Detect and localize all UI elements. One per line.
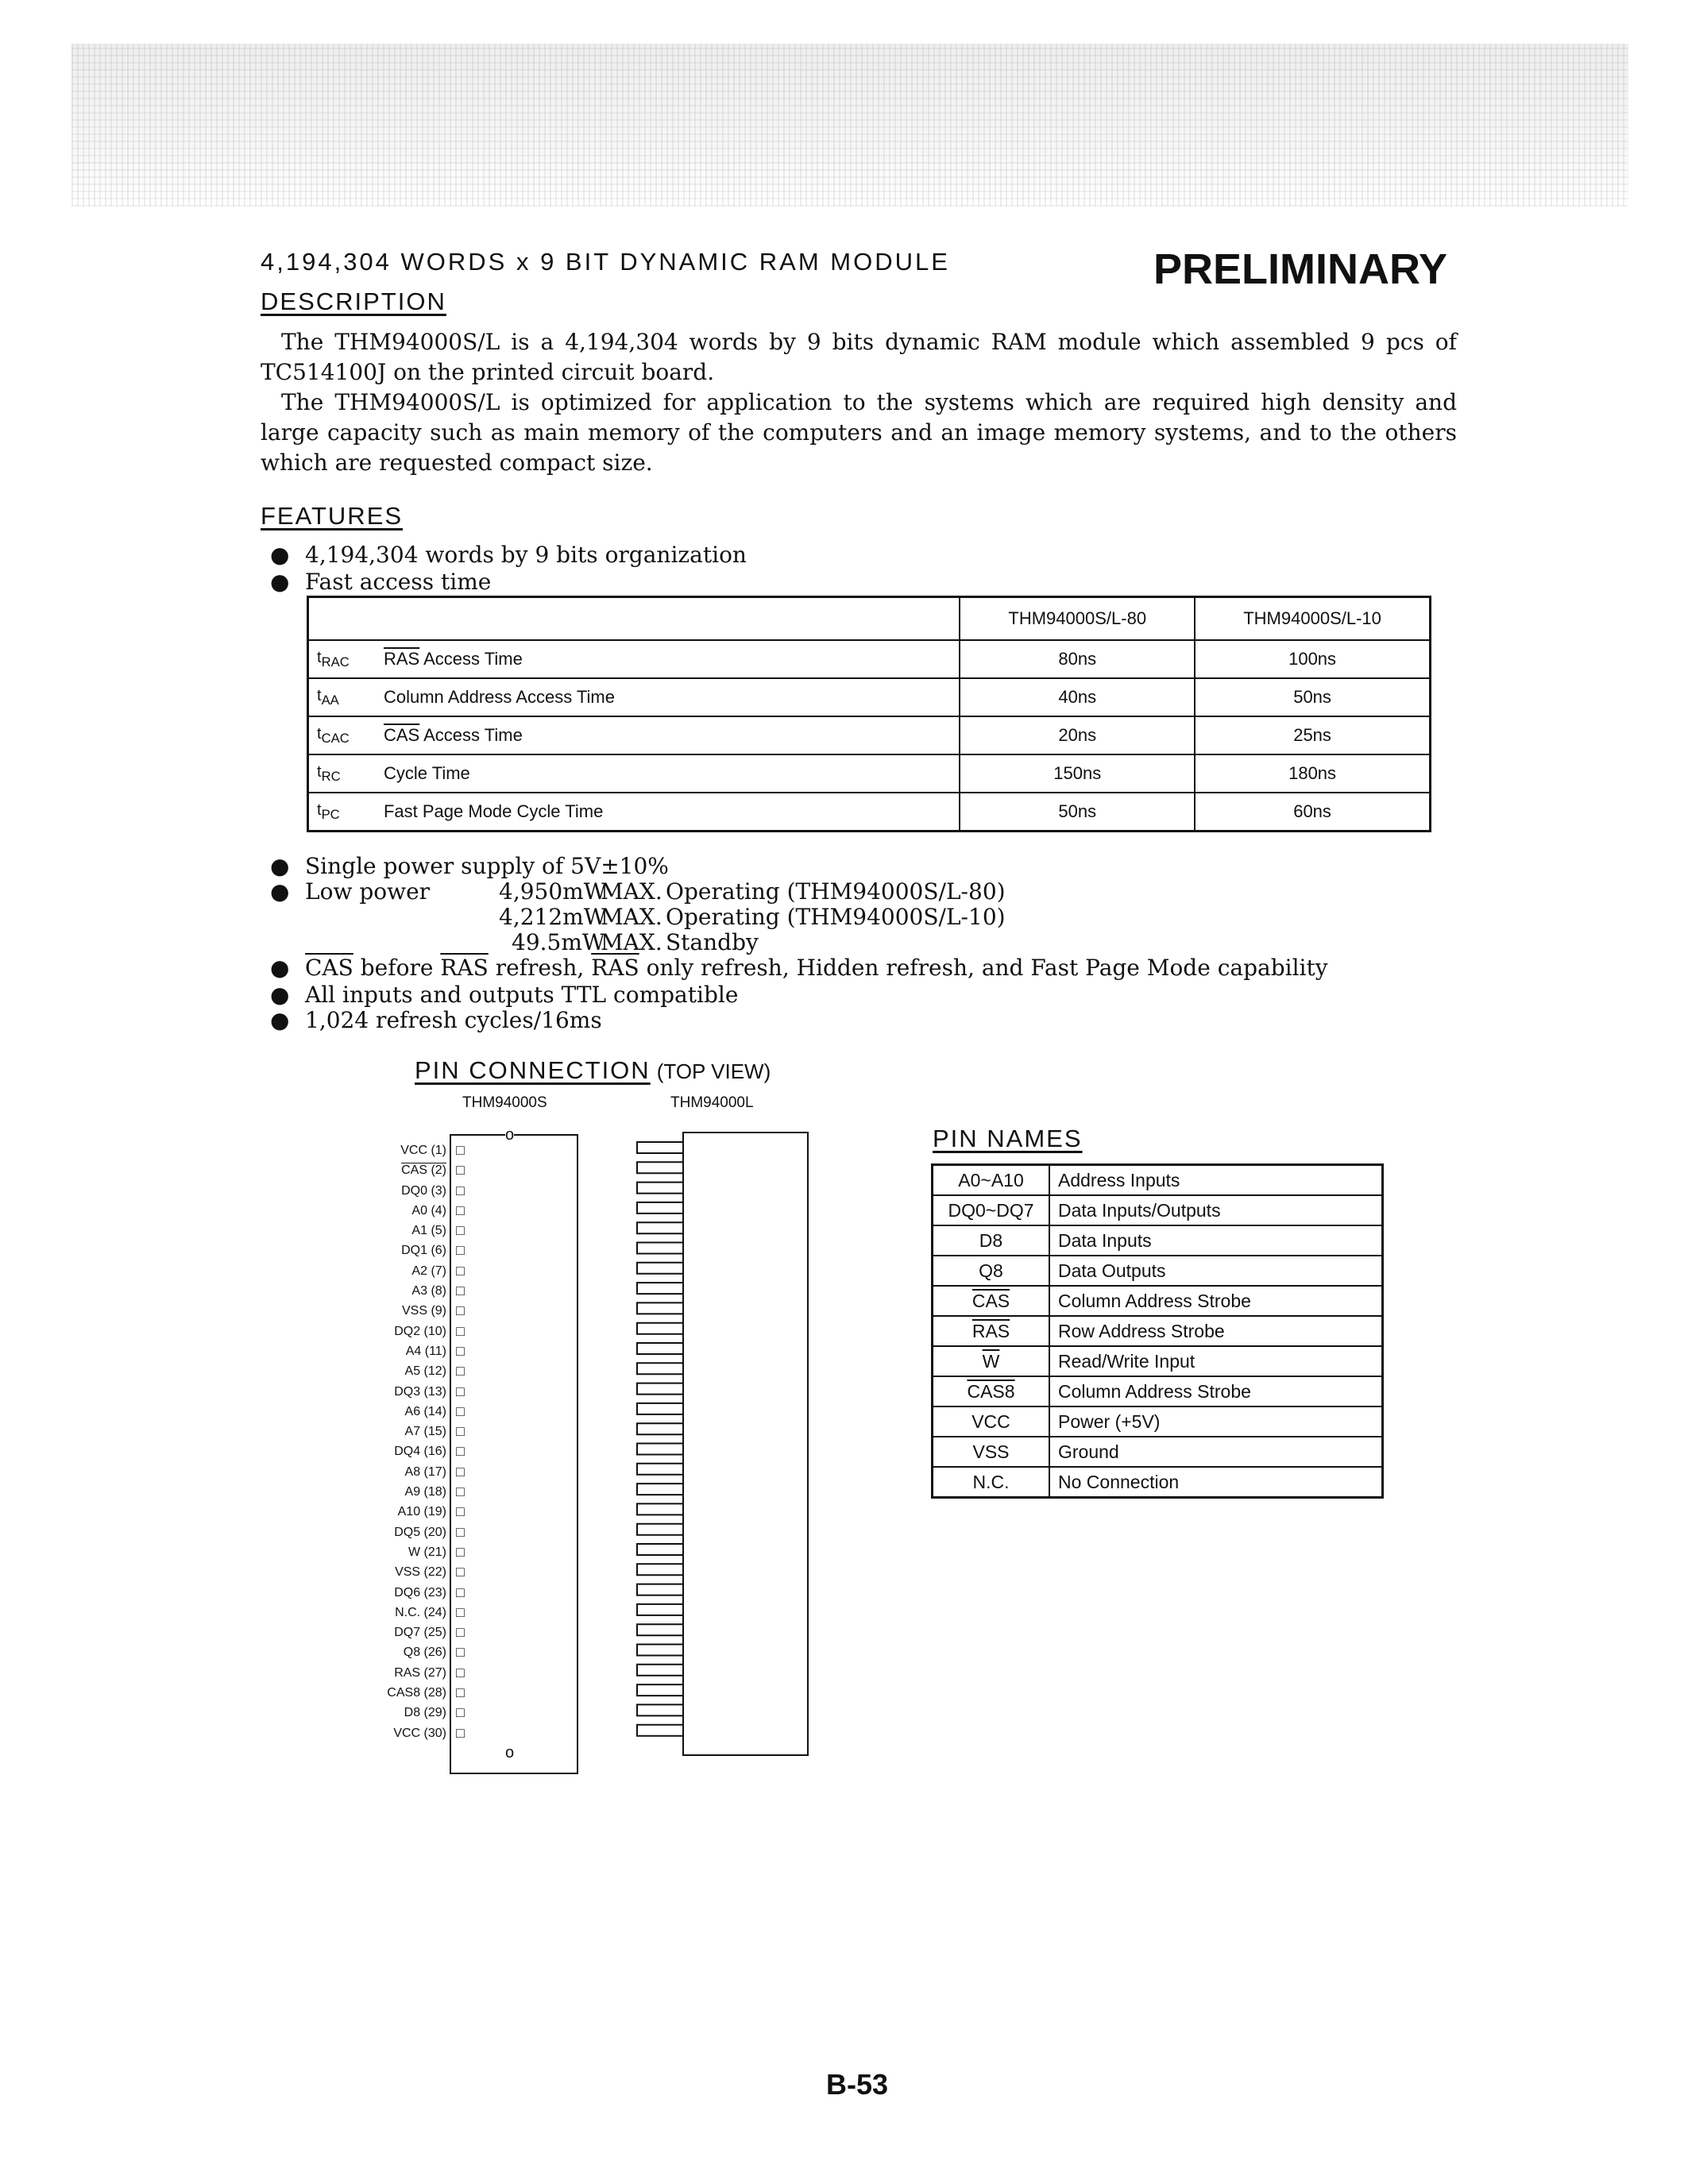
param-symbol: $t_{PC}$ xyxy=(308,793,376,832)
module-s-bottom-hole: o xyxy=(505,1744,515,1761)
pin-pad: □ xyxy=(456,1463,465,1480)
feature-item: ● 1,024 refresh cycles/16ms xyxy=(270,1007,602,1033)
pin-pad: □ xyxy=(456,1443,465,1460)
module-l-label: THM94000L xyxy=(670,1094,754,1111)
contact-finger xyxy=(637,1624,683,1635)
contact-finger xyxy=(637,1524,683,1535)
pin-label: DQ6 (23) xyxy=(394,1585,446,1599)
pin-label: DQ3 (13) xyxy=(394,1384,446,1399)
contact-finger xyxy=(637,1323,683,1334)
contact-finger xyxy=(637,1645,683,1656)
table-row xyxy=(933,1195,1383,1225)
param-value: 80ns xyxy=(960,640,1195,678)
feature-text: Fast access time xyxy=(305,569,492,595)
contact-finger xyxy=(637,1202,683,1214)
pin-function-cell: Data Inputs/Outputs xyxy=(1049,1195,1383,1225)
pin-pad: □ xyxy=(456,1543,465,1560)
pin-pad: □ xyxy=(456,1403,465,1419)
pin-pad: □ xyxy=(456,1603,465,1620)
contact-finger xyxy=(637,1484,683,1495)
table-row xyxy=(933,1286,1383,1316)
pin-function-cell: Column Address Strobe xyxy=(1049,1376,1383,1406)
pin-pad: □ xyxy=(456,1182,465,1198)
pin-label: CAS8 (28) xyxy=(387,1686,446,1700)
pin-name-cell: $\overline{W}$ xyxy=(933,1346,1050,1376)
contact-finger xyxy=(637,1142,683,1153)
page-number: B-53 xyxy=(826,2068,889,2101)
pin-pad: □ xyxy=(456,1283,465,1299)
power-row: 4,212mWMAX. Operating (THM94000S/L-10) xyxy=(499,904,1006,930)
table-header-row xyxy=(308,597,1431,641)
pin-name-cell: DQ0~DQ7 xyxy=(933,1195,1050,1225)
pin-pad: □ xyxy=(456,1222,465,1239)
pin-function-cell: No Connection xyxy=(1049,1467,1383,1498)
pin-label: A9 (18) xyxy=(404,1485,446,1499)
pin-label-column xyxy=(351,1140,446,1743)
pin-pad: □ xyxy=(456,1262,465,1279)
contact-finger xyxy=(637,1343,683,1354)
pin-function-cell: Data Outputs xyxy=(1049,1256,1383,1286)
table-row xyxy=(308,716,1431,754)
pin-pad: □ xyxy=(456,1142,465,1158)
pin-function-cell: Ground xyxy=(1049,1437,1383,1467)
feature-item: ● Low power xyxy=(270,878,431,905)
contact-finger xyxy=(637,1503,683,1515)
pin-label: VCC (30) xyxy=(393,1726,446,1740)
access-time-table xyxy=(307,596,1431,832)
feature-item: ● Single power supply of 5V±10% xyxy=(270,853,669,879)
pin-name-cell: N.C. xyxy=(933,1467,1050,1498)
document-title: 4,194,304 WORDS x 9 BIT DYNAMIC RAM MODULE xyxy=(261,248,950,276)
contact-finger xyxy=(637,1162,683,1173)
param-value: 25ns xyxy=(1195,716,1430,754)
contact-finger xyxy=(637,1725,683,1736)
pin-function-cell: Address Inputs xyxy=(1049,1165,1383,1196)
pin-label: CAS (2) xyxy=(401,1163,446,1178)
table-row xyxy=(933,1225,1383,1256)
pin-pad: □ xyxy=(456,1484,465,1500)
preliminary-label: PRELIMINARY xyxy=(1153,245,1448,293)
features-heading: FEATURES xyxy=(261,502,404,530)
column-header: THM94000S/L-80 xyxy=(960,597,1195,641)
contact-finger xyxy=(637,1383,683,1395)
table-row xyxy=(308,640,1431,678)
pin-pad: □ xyxy=(456,1503,465,1520)
contact-finger xyxy=(637,1403,683,1414)
table-row xyxy=(933,1316,1383,1346)
pin-label: VSS (22) xyxy=(395,1565,446,1580)
pin-pad: □ xyxy=(456,1704,465,1721)
feature-text: 1,024 refresh cycles/16ms xyxy=(305,1007,602,1033)
table-row xyxy=(308,754,1431,793)
param-value: 40ns xyxy=(960,678,1195,716)
pin-name-cell: CAS8 xyxy=(933,1376,1050,1406)
feature-text: Single power supply of 5V±10% xyxy=(305,853,669,879)
param-symbol: $t_{RC}$ xyxy=(308,754,376,793)
module-l-outline xyxy=(683,1133,808,1755)
table-cell xyxy=(308,597,376,641)
pin-label: VSS (9) xyxy=(401,1304,446,1318)
pin-name-cell: $\overline{CAS}$ xyxy=(933,1286,1050,1316)
contact-finger xyxy=(637,1584,683,1596)
pin-label: Q8 (26) xyxy=(403,1646,446,1660)
pin-pad: □ xyxy=(456,1363,465,1379)
table-row xyxy=(933,1376,1383,1406)
param-value: 100ns xyxy=(1195,640,1430,678)
feature-item: ● $\overline{CAS}$ before $\overline{RAS}$ refresh, $\overline{RAS}$ only refresh, Hidden refresh, and Fast Page Mode capability xyxy=(270,955,1328,981)
pin-pad: □ xyxy=(456,1162,465,1179)
param-description: $\overline{RAS}$ Access Time xyxy=(376,640,960,678)
param-value: 50ns xyxy=(960,793,1195,832)
pin-label: A10 (19) xyxy=(397,1505,446,1519)
pin-name-cell: VSS xyxy=(933,1437,1050,1467)
pin-label: DQ5 (20) xyxy=(394,1525,446,1539)
contact-finger xyxy=(637,1263,683,1274)
pin-label: A3 (8) xyxy=(411,1284,446,1298)
contact-finger xyxy=(637,1423,683,1434)
pin-label: A2 (7) xyxy=(411,1264,446,1278)
pin-pad: □ xyxy=(456,1302,465,1319)
contact-finger xyxy=(637,1684,683,1696)
pin-name-cell: Q8 xyxy=(933,1256,1050,1286)
pin-label: A7 (15) xyxy=(404,1425,446,1439)
module-l-contact-fingers xyxy=(637,1142,683,1736)
column-header: THM94000S/L-10 xyxy=(1195,597,1430,641)
table-row xyxy=(933,1346,1383,1376)
contact-finger xyxy=(637,1363,683,1374)
pin-label: A6 (14) xyxy=(404,1404,446,1418)
table-row xyxy=(933,1256,1383,1286)
param-description: Cycle Time xyxy=(376,754,960,793)
pin-label: VCC (1) xyxy=(400,1144,446,1157)
pin-pad: □ xyxy=(456,1322,465,1339)
pin-pad: □ xyxy=(456,1644,465,1661)
pin-pad-column xyxy=(456,1140,465,1743)
contact-finger xyxy=(637,1444,683,1455)
pin-label: N.C. (24) xyxy=(395,1605,446,1619)
description-heading: DESCRIPTION xyxy=(261,287,446,315)
module-l-drawing xyxy=(635,1131,810,1758)
table-row xyxy=(308,793,1431,832)
param-description: Column Address Access Time xyxy=(376,678,960,716)
feature-item: ● 4,194,304 words by 9 bits organization xyxy=(270,542,747,568)
pin-label: DQ4 (16) xyxy=(394,1445,446,1459)
pin-pad: □ xyxy=(456,1564,465,1580)
pin-function-cell: Row Address Strobe xyxy=(1049,1316,1383,1346)
pin-label: RAS (27) xyxy=(394,1665,446,1680)
param-description: $\overline{CAS}$ Access Time xyxy=(376,716,960,754)
table-row xyxy=(308,678,1431,716)
power-row: 4,950mWMAX. Operating (THM94000S/L-80) xyxy=(499,878,1006,905)
pin-pad: □ xyxy=(456,1624,465,1641)
pin-name-cell: VCC xyxy=(933,1406,1050,1437)
table-row xyxy=(933,1467,1383,1498)
pin-label: A8 (17) xyxy=(404,1464,446,1479)
pin-pad: □ xyxy=(456,1202,465,1218)
param-value: 180ns xyxy=(1195,754,1430,793)
pin-names-heading: PIN NAMES xyxy=(933,1125,1083,1152)
pin-function-cell: Power (+5V) xyxy=(1049,1406,1383,1437)
contact-finger xyxy=(637,1243,683,1254)
pin-label: A1 (5) xyxy=(411,1224,446,1238)
param-symbol: $t_{AA}$ xyxy=(308,678,376,716)
pin-function-cell: Column Address Strobe xyxy=(1049,1286,1383,1316)
param-symbol: $t_{CAC}$ xyxy=(308,716,376,754)
pin-pad: □ xyxy=(456,1342,465,1359)
feature-item: ● All inputs and outputs TTL compatible xyxy=(270,982,739,1008)
description-paragraph-1: The THM94000S/L is a 4,194,304 words by 9 bits dynamic RAM module which assembled 9 pcs of TC514100J on the printed circuit board. xyxy=(261,329,1457,385)
pin-pad: □ xyxy=(456,1242,465,1259)
pin-label: A0 (4) xyxy=(411,1203,446,1217)
module-s-outline xyxy=(450,1134,578,1774)
power-row: 49.5mWMAX. Standby xyxy=(512,929,759,955)
contact-finger xyxy=(637,1302,683,1314)
pin-pad: □ xyxy=(456,1383,465,1399)
param-value: 150ns xyxy=(960,754,1195,793)
contact-finger xyxy=(637,1283,683,1294)
feature-text: 4,194,304 words by 9 bits organization xyxy=(305,542,747,568)
pin-name-cell: A0~A10 xyxy=(933,1165,1050,1196)
contact-finger xyxy=(637,1222,683,1233)
contact-finger xyxy=(637,1665,683,1676)
pin-name-cell: D8 xyxy=(933,1225,1050,1256)
pin-pad: □ xyxy=(456,1724,465,1741)
contact-finger xyxy=(637,1704,683,1715)
param-description: Fast Page Mode Cycle Time xyxy=(376,793,960,832)
module-s-top-hole: o xyxy=(505,1126,515,1144)
table-row xyxy=(933,1406,1383,1437)
pin-connection-heading: PIN CONNECTION (TOP VIEW) xyxy=(415,1056,771,1084)
pin-label: W (21) xyxy=(408,1545,446,1559)
feature-item: ● Fast access time xyxy=(270,569,492,595)
description-paragraph-2: The THM94000S/L is optimized for application to the systems which are required high density and large capacity such as main memory of the computers and an image memory systems, and to the others which are requested compact size. xyxy=(261,389,1457,476)
pin-label: DQ7 (25) xyxy=(394,1626,446,1640)
pin-name-cell: $\overline{RAS}$ xyxy=(933,1316,1050,1346)
param-value: 60ns xyxy=(1195,793,1430,832)
pin-pad: □ xyxy=(456,1423,465,1440)
table-cell xyxy=(376,597,960,641)
table-row xyxy=(933,1165,1383,1196)
pin-function-cell: Read/Write Input xyxy=(1049,1346,1383,1376)
pin-pad: □ xyxy=(456,1523,465,1540)
contact-finger xyxy=(637,1464,683,1475)
feature-text: Low power xyxy=(305,878,431,905)
contact-finger xyxy=(637,1183,683,1194)
pin-function-cell: Data Inputs xyxy=(1049,1225,1383,1256)
pin-label: DQ0 (3) xyxy=(401,1183,446,1198)
scan-noise-band xyxy=(71,44,1628,206)
pin-pad: □ xyxy=(456,1584,465,1600)
contact-finger xyxy=(637,1604,683,1615)
pin-label: A5 (12) xyxy=(404,1364,446,1379)
contact-finger xyxy=(637,1564,683,1575)
pin-label: D8 (29) xyxy=(404,1706,446,1720)
pin-label: A4 (11) xyxy=(405,1344,446,1358)
table-row xyxy=(933,1437,1383,1467)
param-value: 20ns xyxy=(960,716,1195,754)
param-value: 50ns xyxy=(1195,678,1430,716)
pin-label: DQ1 (6) xyxy=(401,1244,446,1258)
feature-text: All inputs and outputs TTL compatible xyxy=(305,982,739,1008)
param-symbol: $t_{RAC}$ xyxy=(308,640,376,678)
contact-finger xyxy=(637,1544,683,1555)
pin-names-table xyxy=(931,1163,1384,1499)
pin-label: DQ2 (10) xyxy=(394,1324,446,1338)
pin-pad: □ xyxy=(456,1684,465,1701)
pin-pad: □ xyxy=(456,1664,465,1680)
module-s-label: THM94000S xyxy=(462,1094,547,1111)
